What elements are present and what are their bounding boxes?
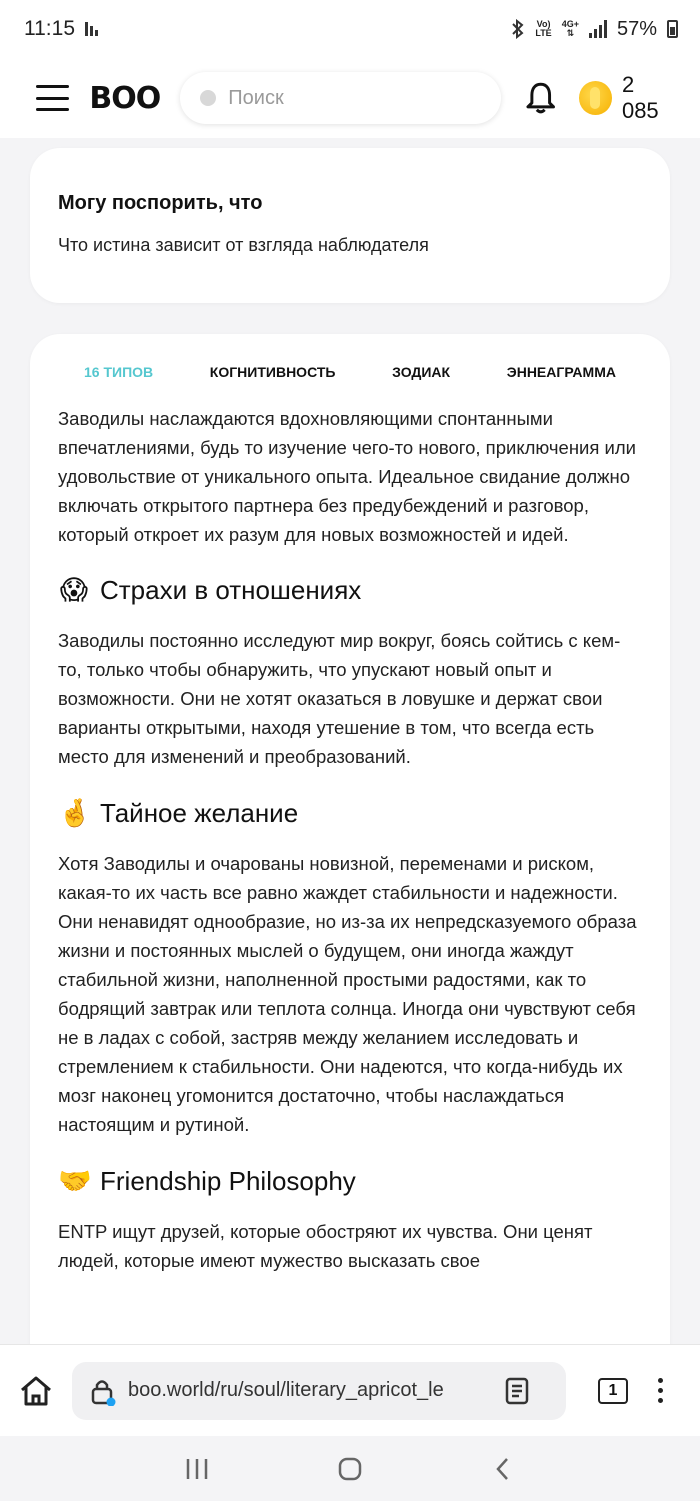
- battery-percent: 57%: [616, 17, 657, 40]
- scream-icon: 😱: [59, 575, 89, 605]
- notification-bell-icon[interactable]: [525, 81, 556, 115]
- bet-card-title: Могу поспорить, что: [58, 192, 263, 214]
- more-menu-icon[interactable]: [658, 1378, 663, 1403]
- tab-16-types[interactable]: 16 ТИПОВ: [84, 364, 154, 380]
- tab-enneagram[interactable]: ЭННЕАГРАММА: [506, 364, 616, 380]
- desire-heading: [58, 797, 642, 829]
- app-header: [0, 58, 700, 138]
- personality-tabs: [58, 364, 642, 382]
- system-nav-bar: [0, 1436, 700, 1501]
- fears-title: Страхи в отношениях: [100, 575, 362, 605]
- 4g-icon: 4G+ ⇅: [561, 19, 579, 38]
- volte-icon: Vo) LTE: [535, 19, 552, 38]
- tab-cognitive[interactable]: КОГНИТИВНОСТЬ: [209, 364, 336, 380]
- back-icon[interactable]: [483, 1449, 523, 1489]
- search-input[interactable]: [228, 87, 468, 110]
- personality-card: [30, 334, 670, 1501]
- coins-count: 2 085: [621, 72, 659, 123]
- tab-zodiac[interactable]: ЗОДИАК: [392, 364, 451, 380]
- search-bar[interactable]: [180, 72, 501, 124]
- status-time: 11:15: [24, 17, 75, 40]
- desire-title: Тайное желание: [100, 797, 299, 828]
- browser-toolbar: [0, 1344, 700, 1436]
- intro-paragraph: Заводилы наслаждаются вдохновляющими спонтанными впечатлениями, будь то изучение чего-то нового, приключения или удовольствие от уникального опыта. Идеальное свидание должно включать открытого партнера без предубеждений и разговор, который откроет их разум для новых возможностей и идей.: [58, 408, 636, 545]
- fears-heading: [58, 575, 642, 606]
- reader-mode-icon[interactable]: [504, 1377, 530, 1405]
- status-right: [511, 18, 678, 41]
- app-logo[interactable]: BOO: [89, 80, 161, 116]
- address-bar[interactable]: [72, 1362, 566, 1420]
- home-icon[interactable]: [16, 1371, 56, 1411]
- friendship-heading: [58, 1165, 642, 1197]
- signal-icon: [589, 20, 607, 38]
- coins-balance[interactable]: [579, 72, 676, 124]
- friendship-title: Friendship Philosophy: [100, 1165, 356, 1196]
- fears-paragraph: Заводилы постоянно исследуют мир вокруг, боясь сойтись с кем-то, только чтобы обнаружить, что упускают новый опыт и возможности. Они не хотят оказаться в ловушке и держат свои варианты открытыми, находя утешение в том, что всегда есть место для изменений и преобразований.: [58, 630, 621, 767]
- crossed-fingers-icon: 🤞: [58, 798, 92, 828]
- battery-icon: [667, 20, 678, 38]
- recent-apps-icon[interactable]: [177, 1449, 217, 1489]
- url-text[interactable]: boo.world/ru/soul/literary_apricot_le: [128, 1379, 444, 1401]
- search-icon: [200, 90, 216, 106]
- menu-icon[interactable]: [36, 85, 69, 111]
- lock-icon: [90, 1376, 116, 1406]
- desire-paragraph: Хотя Заводилы и очарованы новизной, переменами и риском, какая-то их часть все равно жаждет стабильности и надежности. Они ненавидят однообразие, но из-за их непредсказуемого образа жизни и постоянных мыслей о будущем, они иногда жаждут стабильной жизни, наполненной простыми радостями, как то бодрящий завтрак или теплота солнца. Иногда они чувствуют себя не в ладах с собой, застряв между желанием исследовать и стремлением к стабильности. Они надеются, что когда-нибудь их мозг наконец угомонится достаточно, чтобы наслаждаться настоящим и рутиной.: [58, 853, 637, 1135]
- bet-card: [30, 148, 670, 303]
- status-left: [24, 17, 98, 41]
- tabs-count-button[interactable]: 1: [598, 1378, 628, 1404]
- coin-icon: [579, 81, 612, 115]
- handshake-icon: 🤝: [58, 1166, 92, 1196]
- activity-icon: [85, 22, 98, 36]
- bluetooth-icon: [511, 19, 525, 39]
- status-bar: [0, 0, 700, 58]
- home-nav-icon[interactable]: [330, 1449, 370, 1489]
- bet-card-text: Что истина зависит от взгляда наблюдателя: [58, 235, 429, 255]
- friendship-paragraph: ENTP ищут друзей, которые обостряют их чувства. Они ценят людей, которые имеют мужество высказать свое: [58, 1221, 593, 1271]
